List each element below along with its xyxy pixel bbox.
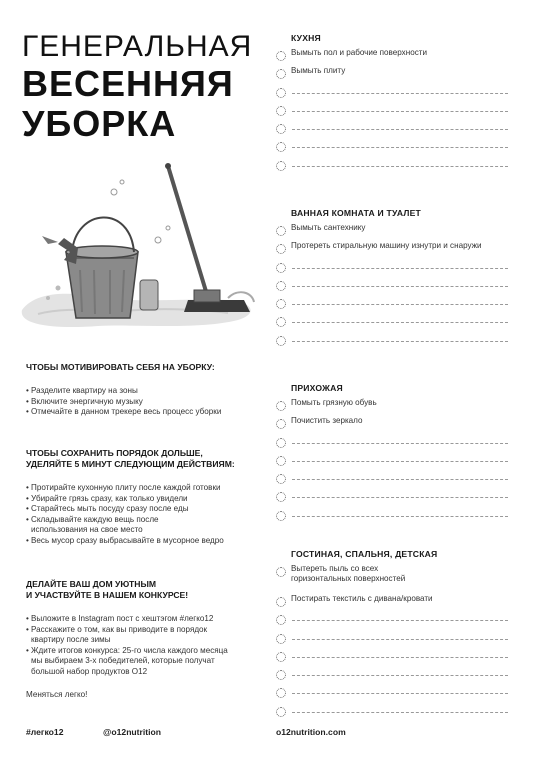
section-kitchen [291, 33, 516, 175]
blank-task-row[interactable] [291, 138, 516, 156]
motivate-list [26, 386, 256, 418]
checkbox-icon[interactable] [276, 336, 286, 346]
checkbox-icon[interactable] [276, 281, 286, 291]
task-label: Вымыть пол и рабочие поверхности [291, 48, 427, 57]
blank-line[interactable] [292, 304, 508, 305]
task-row[interactable] [291, 240, 516, 258]
blank-line[interactable] [292, 675, 508, 676]
blank-line[interactable] [292, 129, 508, 130]
checkbox-icon[interactable] [276, 401, 286, 411]
section-hallway [291, 383, 516, 525]
contest-heading-line-2: И УЧАСТВУЙТЕ В НАШЕМ КОНКУРСЕ! [26, 590, 189, 600]
keep-order-heading-line-2: УДЕЛЯЙТЕ 5 МИНУТ СЛЕДУЮЩИМ ДЕЙСТВИЯМ: [26, 459, 235, 469]
section-title: ВАННАЯ КОМНАТА И ТУАЛЕТ [291, 208, 421, 218]
blank-task-row[interactable] [291, 102, 516, 120]
contest-heading-line-1: ДЕЛАЙТЕ ВАШ ДОМ УЮТНЫМ [26, 579, 157, 589]
blank-task-row[interactable] [291, 84, 516, 102]
task-label: Вымыть сантехнику [291, 223, 366, 232]
checkbox-icon[interactable] [276, 474, 286, 484]
checkbox-icon[interactable] [276, 456, 286, 466]
blank-line[interactable] [292, 341, 508, 342]
motivate-heading: ЧТОБЫ МОТИВИРОВАТЬ СЕБЯ НА УБОРКУ: [26, 362, 215, 372]
motivate-block [26, 362, 256, 418]
blank-line[interactable] [292, 497, 508, 498]
title-line-1: ГЕНЕРАЛЬНАЯ [22, 30, 253, 63]
task-label: Постирать текстиль с дивана/кровати [291, 594, 433, 603]
section-title: КУХНЯ [291, 33, 321, 43]
checkbox-icon[interactable] [276, 634, 286, 644]
blank-task-row[interactable] [291, 452, 516, 470]
blank-task-row[interactable] [291, 488, 516, 506]
list-item: • Старайтесь мыть посуду сразу после еды [26, 504, 256, 515]
list-item: • Складывайте каждую вещь после использования на свое место [26, 515, 206, 536]
title-line-2: ВЕСЕННЯЯ [22, 63, 234, 104]
keep-order-block [26, 448, 256, 546]
blank-task-row[interactable] [291, 470, 516, 488]
blank-task-row[interactable] [291, 648, 516, 666]
blank-task-row[interactable] [291, 630, 516, 648]
checkbox-icon[interactable] [276, 299, 286, 309]
task-label: Вымыть плиту [291, 66, 346, 76]
checkbox-icon[interactable] [276, 51, 286, 61]
blank-task-row[interactable] [291, 120, 516, 138]
checkbox-icon[interactable] [276, 161, 286, 171]
checkbox-icon[interactable] [276, 317, 286, 327]
blank-task-row[interactable] [291, 332, 516, 350]
footer-website[interactable]: o12nutrition.com [276, 727, 346, 737]
blank-task-row[interactable] [291, 434, 516, 452]
blank-task-row[interactable] [291, 295, 516, 313]
blank-line[interactable] [292, 322, 508, 323]
title-line-3: УБОРКА [22, 103, 177, 144]
checkbox-icon[interactable] [276, 652, 286, 662]
task-label: Вытереть пыль со всех горизонтальных поверхностей [291, 564, 406, 583]
blank-line[interactable] [292, 268, 508, 269]
footnote: Меняться легко! [26, 690, 88, 699]
blank-line[interactable] [292, 479, 508, 480]
section-living-rooms [291, 549, 516, 721]
list-item: • Включите энергичную музыку [26, 397, 256, 408]
task-row[interactable] [291, 563, 516, 593]
list-item: • Разделите квартиру на зоны [26, 386, 256, 397]
blank-task-row[interactable] [291, 507, 516, 525]
list-item: • Отмечайте в данном трекере весь процесс уборки [26, 407, 256, 418]
blank-task-row[interactable] [291, 666, 516, 684]
blank-task-row[interactable] [291, 157, 516, 175]
blank-line[interactable] [292, 93, 508, 94]
footer-hashtag: #легко12 [26, 727, 64, 737]
checkbox-icon[interactable] [276, 419, 286, 429]
checkbox-icon[interactable] [276, 106, 286, 116]
blank-line[interactable] [292, 147, 508, 148]
section-title: ГОСТИНАЯ, СПАЛЬНЯ, ДЕТСКАЯ [291, 549, 438, 559]
section-title: ПРИХОЖАЯ [291, 383, 343, 393]
blank-line[interactable] [292, 111, 508, 112]
blank-line[interactable] [292, 166, 508, 167]
checkbox-icon[interactable] [276, 244, 286, 254]
blank-line[interactable] [292, 516, 508, 517]
checkbox-icon[interactable] [276, 69, 286, 79]
task-row[interactable] [291, 397, 516, 415]
blank-line[interactable] [292, 657, 508, 658]
blank-line[interactable] [292, 620, 508, 621]
keep-order-heading-line-1: ЧТОБЫ СОХРАНИТЬ ПОРЯДОК ДОЛЬШЕ, [26, 448, 203, 458]
list-item: • Убирайте грязь сразу, как только увидели [26, 494, 256, 505]
list-item: • Протирайте кухонную плиту после каждой готовки [26, 483, 256, 494]
blank-task-row[interactable] [291, 259, 516, 277]
checkbox-icon[interactable] [276, 511, 286, 521]
task-label: Почистить зеркало [291, 416, 363, 426]
task-label: Протереть стиральную машину изнутри и снаружи [291, 241, 482, 251]
task-row[interactable] [291, 593, 516, 611]
checkbox-icon[interactable] [276, 670, 286, 680]
checkbox-icon[interactable] [276, 226, 286, 236]
blank-task-row[interactable] [291, 277, 516, 295]
bucket-and-mop-illustration [18, 148, 263, 338]
list-item: • Весь мусор сразу выбрасывайте в мусорное ведро [26, 536, 256, 547]
checkbox-icon[interactable] [276, 263, 286, 273]
task-label: Помыть грязную обувь [291, 398, 377, 407]
checkbox-icon[interactable] [276, 597, 286, 607]
section-bathroom [291, 208, 516, 350]
contest-heading [26, 579, 256, 601]
checkbox-icon[interactable] [276, 615, 286, 625]
task-row[interactable] [291, 47, 516, 65]
checkbox-icon[interactable] [276, 88, 286, 98]
blank-line[interactable] [292, 712, 508, 713]
list-item: • Ждите итогов конкурса: 25-го числа каждого месяца мы выбираем 3-х победителей, которые получат большой набор продуктов О12 [26, 646, 236, 678]
task-row[interactable] [291, 415, 516, 433]
checkbox-icon[interactable] [276, 124, 286, 134]
blank-line[interactable] [292, 286, 508, 287]
checkbox-icon[interactable] [276, 707, 286, 717]
blank-task-row[interactable] [291, 703, 516, 721]
keep-order-list [26, 483, 256, 546]
checkbox-icon[interactable] [276, 492, 286, 502]
checkbox-icon[interactable] [276, 688, 286, 698]
task-row[interactable] [291, 65, 516, 83]
list-item: • Расскажите о том, как вы приводите в порядок квартиру после зимы [26, 625, 236, 646]
blank-task-row[interactable] [291, 313, 516, 331]
keep-order-heading [26, 448, 256, 470]
contest-block [26, 579, 256, 677]
blank-task-row[interactable] [291, 611, 516, 629]
footer-instagram[interactable]: @o12nutrition [103, 727, 162, 737]
checkbox-icon[interactable] [276, 142, 286, 152]
checkbox-icon[interactable] [276, 438, 286, 448]
contest-list [26, 614, 236, 677]
checkbox-icon[interactable] [276, 567, 286, 577]
blank-line[interactable] [292, 461, 508, 462]
blank-line[interactable] [292, 639, 508, 640]
blank-line[interactable] [292, 693, 508, 694]
list-item: • Выложите в Instagram пост с хештэгом #легко12 [26, 614, 236, 625]
blank-line[interactable] [292, 443, 508, 444]
task-row[interactable] [291, 222, 516, 240]
blank-task-row[interactable] [291, 684, 516, 702]
